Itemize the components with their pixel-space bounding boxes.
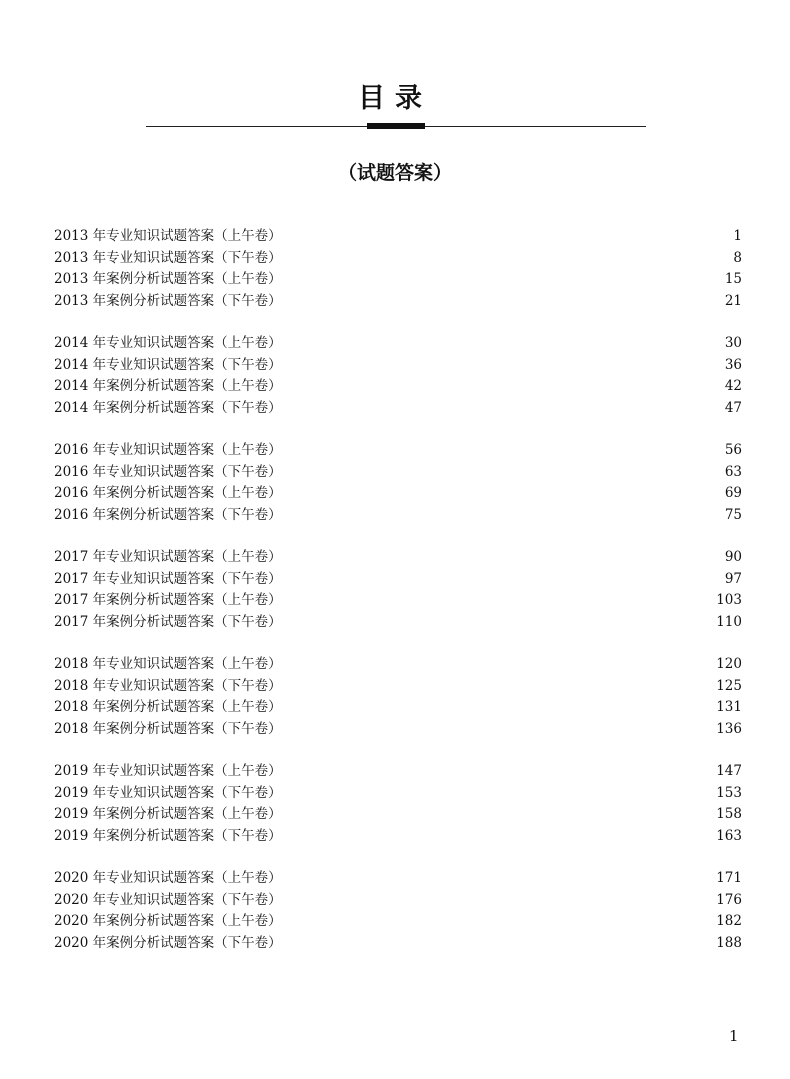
dot-leader <box>286 274 723 286</box>
toc-entry-title: 2020 年案例分析试题答案（上午卷） <box>54 913 282 929</box>
toc-group-2014 <box>54 333 742 419</box>
toc-entry[interactable] <box>54 697 742 719</box>
toc-entry[interactable] <box>54 248 742 270</box>
toc-entry-page: 171 <box>716 870 742 886</box>
toc-entry[interactable] <box>54 462 742 484</box>
toc-entry-page: 56 <box>724 442 742 458</box>
toc-entry-page: 125 <box>716 677 742 694</box>
dot-leader <box>286 702 715 714</box>
toc-group-2018 <box>54 654 742 740</box>
toc-entry-title: 2016 年案例分析试题答案（下午卷） <box>54 506 282 523</box>
toc-entry-page: 30 <box>724 335 742 351</box>
toc-entry-page: 15 <box>724 271 742 287</box>
toc-entry-title: 2018 年专业知识试题答案（上午卷） <box>54 656 282 672</box>
dot-leader <box>286 766 715 778</box>
toc-entry-title: 2014 年案例分析试题答案（下午卷） <box>54 399 282 416</box>
toc-entry[interactable] <box>54 547 742 569</box>
dot-leader <box>286 617 715 629</box>
toc-entry-title: 2016 年专业知识试题答案（上午卷） <box>54 442 282 458</box>
toc-entry-title: 2013 年案例分析试题答案（上午卷） <box>54 271 282 287</box>
toc-entry-page: 97 <box>724 570 742 587</box>
dot-leader <box>286 873 715 885</box>
table-of-contents <box>54 226 742 975</box>
toc-entry[interactable] <box>54 269 742 291</box>
toc-entry[interactable] <box>54 890 742 912</box>
dot-leader <box>286 938 715 950</box>
toc-entry-title: 2019 年专业知识试题答案（上午卷） <box>54 763 282 779</box>
toc-entry[interactable] <box>54 911 742 933</box>
toc-entry[interactable] <box>54 933 742 955</box>
toc-entry-title: 2018 年案例分析试题答案（下午卷） <box>54 720 282 737</box>
toc-entry-title: 2020 年专业知识试题答案（上午卷） <box>54 870 282 886</box>
dot-leader <box>286 445 723 457</box>
toc-entry-page: 42 <box>724 378 742 394</box>
dot-leader <box>286 916 715 928</box>
toc-group-2020 <box>54 868 742 954</box>
dot-leader <box>286 595 715 607</box>
toc-entry-page: 75 <box>724 506 742 523</box>
page-number: 1 <box>729 1027 739 1045</box>
toc-entry-title: 2018 年专业知识试题答案（下午卷） <box>54 677 282 694</box>
toc-entry[interactable] <box>54 398 742 420</box>
toc-entry-page: 188 <box>716 934 742 951</box>
toc-entry-title: 2013 年案例分析试题答案（下午卷） <box>54 292 282 309</box>
toc-entry-title: 2018 年案例分析试题答案（上午卷） <box>54 699 282 715</box>
toc-entry[interactable] <box>54 868 742 890</box>
toc-entry[interactable] <box>54 505 742 527</box>
dot-leader <box>286 360 723 372</box>
toc-entry-page: 8 <box>733 249 742 266</box>
toc-entry-page: 158 <box>716 806 742 822</box>
toc-entry-page: 36 <box>724 356 742 373</box>
toc-entry[interactable] <box>54 826 742 848</box>
dot-leader <box>286 253 732 265</box>
toc-entry-title: 2014 年专业知识试题答案（下午卷） <box>54 356 282 373</box>
toc-entry[interactable] <box>54 783 742 805</box>
dot-leader <box>286 831 715 843</box>
toc-entry-page: 110 <box>716 613 742 630</box>
dot-leader <box>286 488 723 500</box>
dot-leader <box>286 895 715 907</box>
toc-entry-page: 90 <box>724 549 742 565</box>
dot-leader <box>286 403 723 415</box>
dot-leader <box>286 381 723 393</box>
toc-entry[interactable] <box>54 569 742 591</box>
dot-leader <box>286 552 723 564</box>
toc-entry-title: 2017 年专业知识试题答案（下午卷） <box>54 570 282 587</box>
toc-entry[interactable] <box>54 376 742 398</box>
toc-entry[interactable] <box>54 612 742 634</box>
dot-leader <box>286 809 715 821</box>
toc-entry-page: 153 <box>716 784 742 801</box>
dot-leader <box>286 724 715 736</box>
toc-entry[interactable] <box>54 333 742 355</box>
toc-entry-page: 163 <box>716 827 742 844</box>
toc-entry[interactable] <box>54 590 742 612</box>
toc-entry-title: 2020 年案例分析试题答案（下午卷） <box>54 934 282 951</box>
toc-entry-page: 131 <box>716 699 742 715</box>
toc-group-2019 <box>54 761 742 847</box>
toc-group-2016 <box>54 440 742 526</box>
toc-entry-page: 47 <box>724 399 742 416</box>
toc-entry-page: 21 <box>724 292 742 309</box>
toc-entry[interactable] <box>54 483 742 505</box>
dot-leader <box>286 510 723 522</box>
dot-leader <box>286 231 732 243</box>
toc-entry-page: 120 <box>716 656 742 672</box>
dot-leader <box>286 659 715 671</box>
dot-leader <box>286 467 723 479</box>
toc-entry-page: 69 <box>724 485 742 501</box>
toc-entry-title: 2019 年专业知识试题答案（下午卷） <box>54 784 282 801</box>
toc-entry-title: 2014 年案例分析试题答案（上午卷） <box>54 378 282 394</box>
title-rule-accent <box>367 123 425 129</box>
toc-entry-page: 136 <box>716 720 742 737</box>
toc-entry-title: 2016 年案例分析试题答案（上午卷） <box>54 485 282 501</box>
toc-entry-title: 2013 年专业知识试题答案（上午卷） <box>54 228 282 244</box>
toc-entry[interactable] <box>54 676 742 698</box>
toc-entry-page: 147 <box>716 763 742 779</box>
dot-leader <box>286 338 723 350</box>
toc-entry-page: 176 <box>716 891 742 908</box>
toc-entry-title: 2019 年案例分析试题答案（上午卷） <box>54 806 282 822</box>
toc-group-2013 <box>54 226 742 312</box>
toc-entry-title: 2017 年案例分析试题答案（上午卷） <box>54 592 282 608</box>
toc-group-2017 <box>54 547 742 633</box>
toc-entry[interactable] <box>54 761 742 783</box>
toc-entry-title: 2017 年案例分析试题答案（下午卷） <box>54 613 282 630</box>
toc-entry-title: 2019 年案例分析试题答案（下午卷） <box>54 827 282 844</box>
toc-entry-page: 103 <box>716 592 742 608</box>
page-title: 目录 <box>358 83 432 114</box>
toc-entry[interactable] <box>54 654 742 676</box>
toc-entry-title: 2013 年专业知识试题答案（下午卷） <box>54 249 282 266</box>
toc-entry-title: 2014 年专业知识试题答案（上午卷） <box>54 335 282 351</box>
toc-entry[interactable] <box>54 355 742 377</box>
toc-entry-page: 63 <box>724 463 742 480</box>
toc-entry-title: 2020 年专业知识试题答案（下午卷） <box>54 891 282 908</box>
dot-leader <box>286 788 715 800</box>
toc-entry[interactable] <box>54 719 742 741</box>
toc-entry-page: 182 <box>716 913 742 929</box>
section-subtitle: （试题答案） <box>337 162 452 184</box>
toc-entry[interactable] <box>54 226 742 248</box>
toc-entry[interactable] <box>54 291 742 313</box>
toc-entry[interactable] <box>54 804 742 826</box>
dot-leader <box>286 681 715 693</box>
toc-entry-title: 2017 年专业知识试题答案（上午卷） <box>54 549 282 565</box>
dot-leader <box>286 296 723 308</box>
toc-entry-page: 1 <box>733 228 742 244</box>
dot-leader <box>286 574 723 586</box>
toc-entry[interactable] <box>54 440 742 462</box>
toc-entry-title: 2016 年专业知识试题答案（下午卷） <box>54 463 282 480</box>
